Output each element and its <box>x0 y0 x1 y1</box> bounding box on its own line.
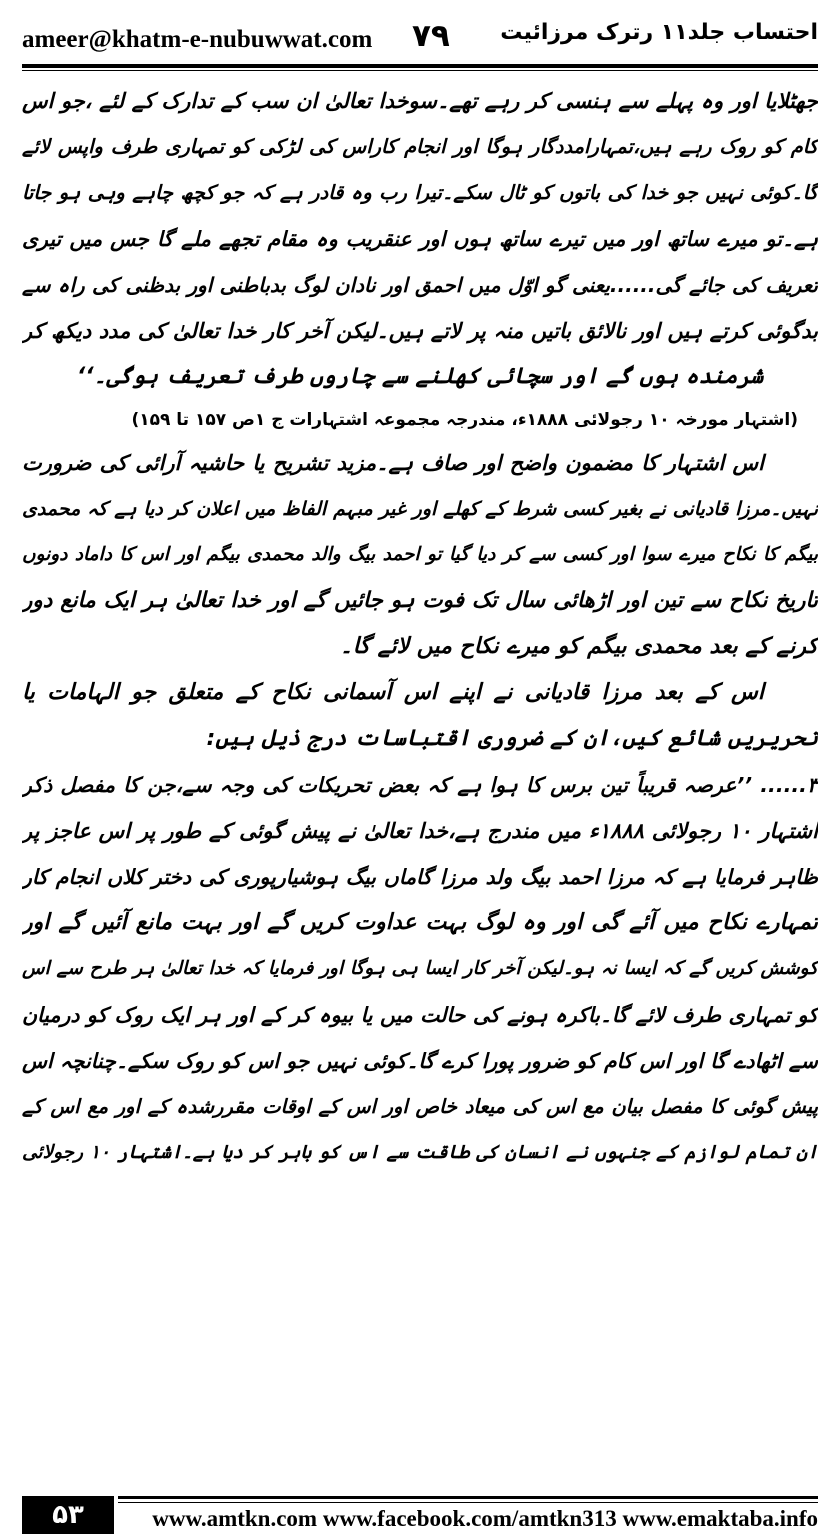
text-line: ظاہر فرمایا ہے کہ مرزا احمد بیگ ولد مرزا گاماں بیگ ہوشیارپوری کی دختر کلاں انجام کار <box>22 865 818 889</box>
footer-page-number: ۵۳ <box>22 1496 114 1534</box>
text-line: ۳...... ’’عرصہ قریباً تین برس کا ہوا ہے کہ بعض تحریکات کی وجہ سے،جن کا مفصل ذکر <box>22 773 818 797</box>
text-line: کرنے کے بعد محمدی بیگم کو میرے نکاح میں لائے گا۔ <box>339 634 818 659</box>
text-line: تاریخ نکاح سے تین اور اڑھائی سال تک فوت ہو جائیں گے اور خدا تعالیٰ ہر ایک مانع دور <box>22 588 818 613</box>
header-divider-thin <box>22 70 818 71</box>
footer-divider <box>118 1496 818 1499</box>
text-line: اس اشتہار کا مضمون واضح اور صاف ہے۔مزید تشریح یا حاشیہ آرائی کی ضرورت <box>22 451 764 475</box>
header-divider <box>22 64 818 68</box>
text-line: کام کو روک رہے ہیں،تمہارامددگار ہوگا اور انجام کاراس کی لڑکی کو تمہاری طرف واپس لائے <box>22 135 818 158</box>
text-line: جھٹلایا اور وہ پہلے سے ہنسی کر رہے تھے۔سوخدا تعالیٰ ان سب کے تدارک کے لئے ،جو اس <box>22 89 818 113</box>
text-line: اس کے بعد مرزا قادیانی نے اپنے اس آسمانی نکاح کے متعلق جو الہامات یا <box>22 680 764 705</box>
text-line: کو تمہاری طرف لائے گا۔باکرہ ہونے کی حالت میں یا بیوہ کر کے اور ہر ایک روک کو درمیان <box>22 1003 818 1027</box>
text-line: پیش گوئی کا مفصل بیان مع اس کی میعاد خاص اور اس کے اوقات مقررشدہ کے اور مع اس کے <box>22 1095 818 1118</box>
text-line: نہیں۔مرزا قادیانی نے بغیر کسی شرط کے کھلے اور غیر مبہم الفاظ میں اعلان کر دیا ہے کہ محمدی <box>22 498 818 520</box>
text-line: ان تمام لوازم کے جنہوں نے انسان کی طاقت سے اس کو باہر کر دیا ہے۔اشتہار ۱۰ رجولائی <box>22 1142 818 1163</box>
quoted-paragraph-1 <box>22 78 818 400</box>
footer-divider-thin <box>118 1502 818 1503</box>
text-line: بیگم کا نکاح میرے سوا اور کسی سے کر دیا گیا تو احمد بیگ والد محمدی بیگم اور اس کا داماد دونوں <box>22 544 818 565</box>
page-footer <box>22 1496 818 1536</box>
paragraph-2 <box>22 440 818 670</box>
text-line: گا۔کوئی نہیں جو خدا کی باتوں کو ٹال سکے۔تیرا رب وہ قادر ہے کہ جو کچھ چاہے وہی ہو جاتا <box>22 181 818 204</box>
header-email[interactable]: ameer@khatm-e-nubuwwat.com <box>22 26 373 53</box>
text-line: ہے۔تو میرے ساتھ اور میں تیرے ساتھ ہوں اور عنقریب وہ مقام تجھے ملے گا جس میں تیری <box>22 227 818 251</box>
text-line: سے اٹھادے گا اور اس کام کو ضرور پورا کرے گا۔کوئی نہیں جو اس کو روک سکے۔چنانچہ اس <box>22 1049 818 1073</box>
page-header <box>22 12 818 60</box>
page-body <box>22 78 818 1176</box>
footer-links[interactable]: www.amtkn.com www.facebook.com/amtkn313 www.emaktaba.info <box>152 1506 818 1531</box>
header-page-number: ۷۹ <box>412 18 450 54</box>
paragraph-3 <box>22 670 818 762</box>
citation-reference: (اشتہار مورخہ ۱۰ رجولائی ۱۸۸۸ء، مندرجہ مجموعہ اشتہارات ج ۱ص ۱۵۷ تا ۱۵۹) <box>131 410 798 430</box>
text-line: کوشش کریں گے کہ ایسا نہ ہو۔لیکن آخر کار ایسا ہی ہوگا اور فرمایا کہ خدا تعالیٰ ہر طرح سے اس <box>22 958 818 979</box>
quoted-paragraph-2 <box>22 762 818 1176</box>
text-line: اشتہار ۱۰ رجولائی ۱۸۸۸ء میں مندرج ہے،خدا تعالیٰ نے پیش گوئی کے طور پر اس عاجز پر <box>22 819 818 843</box>
text-line: شرمندہ ہوں گے اور سچائی کھلنے سے چاروں طرف تعریف ہوگی۔‘‘ <box>76 364 764 389</box>
header-book-title: احتساب جلد۱۱ رترک مرزائیت <box>500 20 818 45</box>
text-line: تحریریں شائع کیں،ان کے ضروری اقتباسات درج ذیل ہیں: <box>206 726 818 751</box>
text-line: تمہارے نکاح میں آئے گی اور وہ لوگ بہت عداوت کریں گے اور بہت مانع آئیں گے اور <box>22 910 818 935</box>
text-line: بدگوئی کرتے ہیں اور نالائق باتیں منہ پر لاتے ہیں۔لیکن آخر کار خدا تعالیٰ کی مدد دیکھ کر <box>22 319 818 343</box>
text-line: تعریف کی جائے گی......یعنی گو اوّل میں احمق اور نادان لوگ بدباطنی اور بدظنی کی راہ سے <box>22 273 818 297</box>
